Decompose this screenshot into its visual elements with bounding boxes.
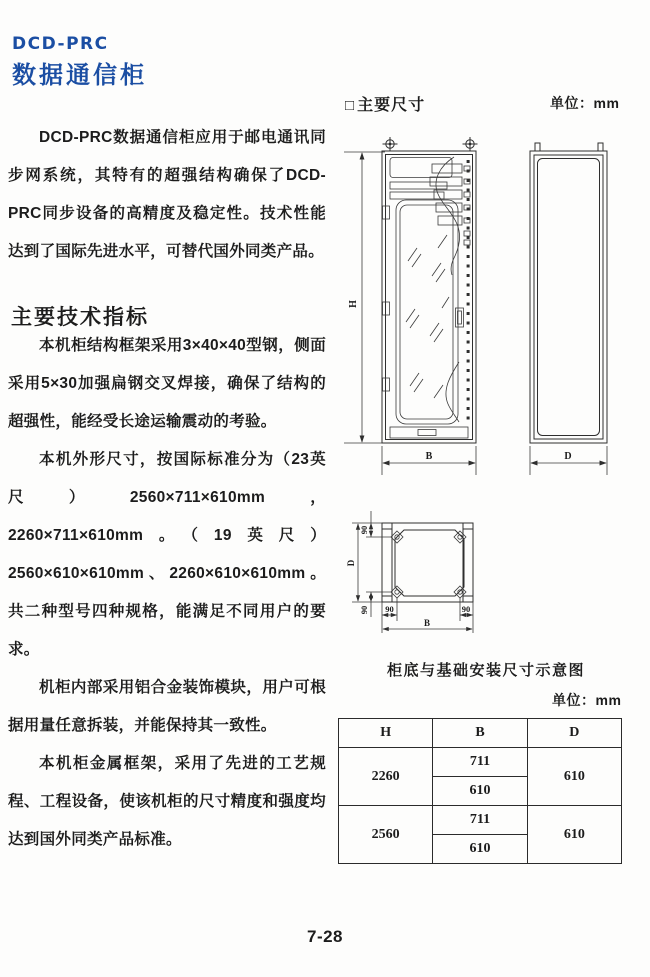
specs-section: [8, 327, 326, 859]
dimension-table: [338, 718, 622, 864]
cell-b-711: 711: [433, 748, 527, 777]
cell-h-2260: 2260: [339, 748, 433, 806]
specs-paragraph: 本机外形尺寸，按国际标准分为（23英尺）2560×711×610mm，2260×711×610mm。（19英尺）2560×610×610mm、2260×610×610mm。共二种型号四种规格，能满足不同用户的要求。: [8, 451, 326, 658]
side-view-svg: [515, 136, 625, 481]
base-plan-svg: [338, 503, 488, 653]
specs-paragraph: 本机柜金属框架，采用了先进的工艺规程、工程设备，使该机柜的尺寸精度和强度均达到国外同类产品标准。: [8, 755, 326, 848]
table-header-row: [339, 719, 622, 748]
offset-label-90-left: 90: [385, 604, 394, 614]
dim-label-b: B: [425, 451, 433, 462]
cell-b-711: 711: [433, 806, 527, 835]
offset-label-90-top: 90: [359, 525, 369, 535]
anchor-holes: [391, 531, 466, 598]
lifting-eyebolt-icon: [383, 137, 478, 152]
offset-label-90-right: 90: [461, 604, 471, 614]
offset-label-90-bottom: 90: [359, 605, 369, 615]
dimensions-heading: [345, 92, 425, 115]
table-header-b: B: [433, 719, 527, 748]
intro-paragraph: DCD-PRC数据通信柜应用于邮电通讯同步网系统，其特有的超强结构确保了DCD-PRC同步设备的高精度及稳定性。技术性能达到了国际先进水平，可替代国外同类产品。: [8, 129, 326, 260]
glass-door: [396, 200, 458, 424]
table-header-d: D: [527, 719, 621, 748]
dim-label-d: D: [346, 559, 356, 567]
page-title: 数据通信柜: [12, 62, 147, 89]
page-number: 7-28: [306, 927, 344, 946]
h-dimension: [344, 152, 385, 443]
front-view-svg: [338, 136, 483, 481]
bottom-skirt: [390, 427, 468, 438]
dim-label-h: H: [348, 300, 359, 308]
cell-d-610: 610: [527, 748, 621, 806]
dim-label-d: D: [564, 451, 572, 462]
dim-label-b: B: [423, 618, 431, 628]
table-row: [339, 748, 622, 777]
cell-b-610: 610: [433, 835, 527, 864]
unit-label-table: 单位：mm: [552, 692, 622, 708]
square-bullet-icon: □: [345, 97, 356, 114]
side-view-drawing: [515, 136, 625, 481]
cell-h-2560: 2560: [339, 806, 433, 864]
specs-heading: 主要技术指标: [11, 306, 149, 329]
dimensions-heading-label: 主要尺寸: [357, 97, 426, 114]
front-view-drawing: [338, 136, 483, 481]
side-panel-outline: [530, 143, 607, 443]
specs-paragraph: 机柜内部采用铝合金装饰模块，用户可根据用量任意拆装，并能保持其一致性。: [8, 679, 326, 734]
specs-paragraph: 本机柜结构框架采用3×40×40型钢，侧面采用5×30加强扁钢交叉焊接，确保了结构的超强性，能经受长途运输震动的考验。: [8, 337, 326, 430]
foundation-caption: 柜底与基础安装尺寸示意图: [387, 662, 586, 679]
table-row: [339, 806, 622, 835]
base-dimensions: [352, 511, 473, 633]
cell-d-610: 610: [527, 806, 621, 864]
unit-label-top: 单位：mm: [550, 95, 620, 111]
door-handle: [456, 308, 464, 327]
intro-section: [8, 119, 326, 271]
base-plan-drawing: [338, 503, 488, 653]
rail-holes: [467, 160, 470, 420]
page-header: [12, 34, 147, 90]
model-code: DCD-PRC: [12, 34, 109, 54]
table-header-h: H: [339, 719, 433, 748]
cell-b-610: 610: [433, 777, 527, 806]
